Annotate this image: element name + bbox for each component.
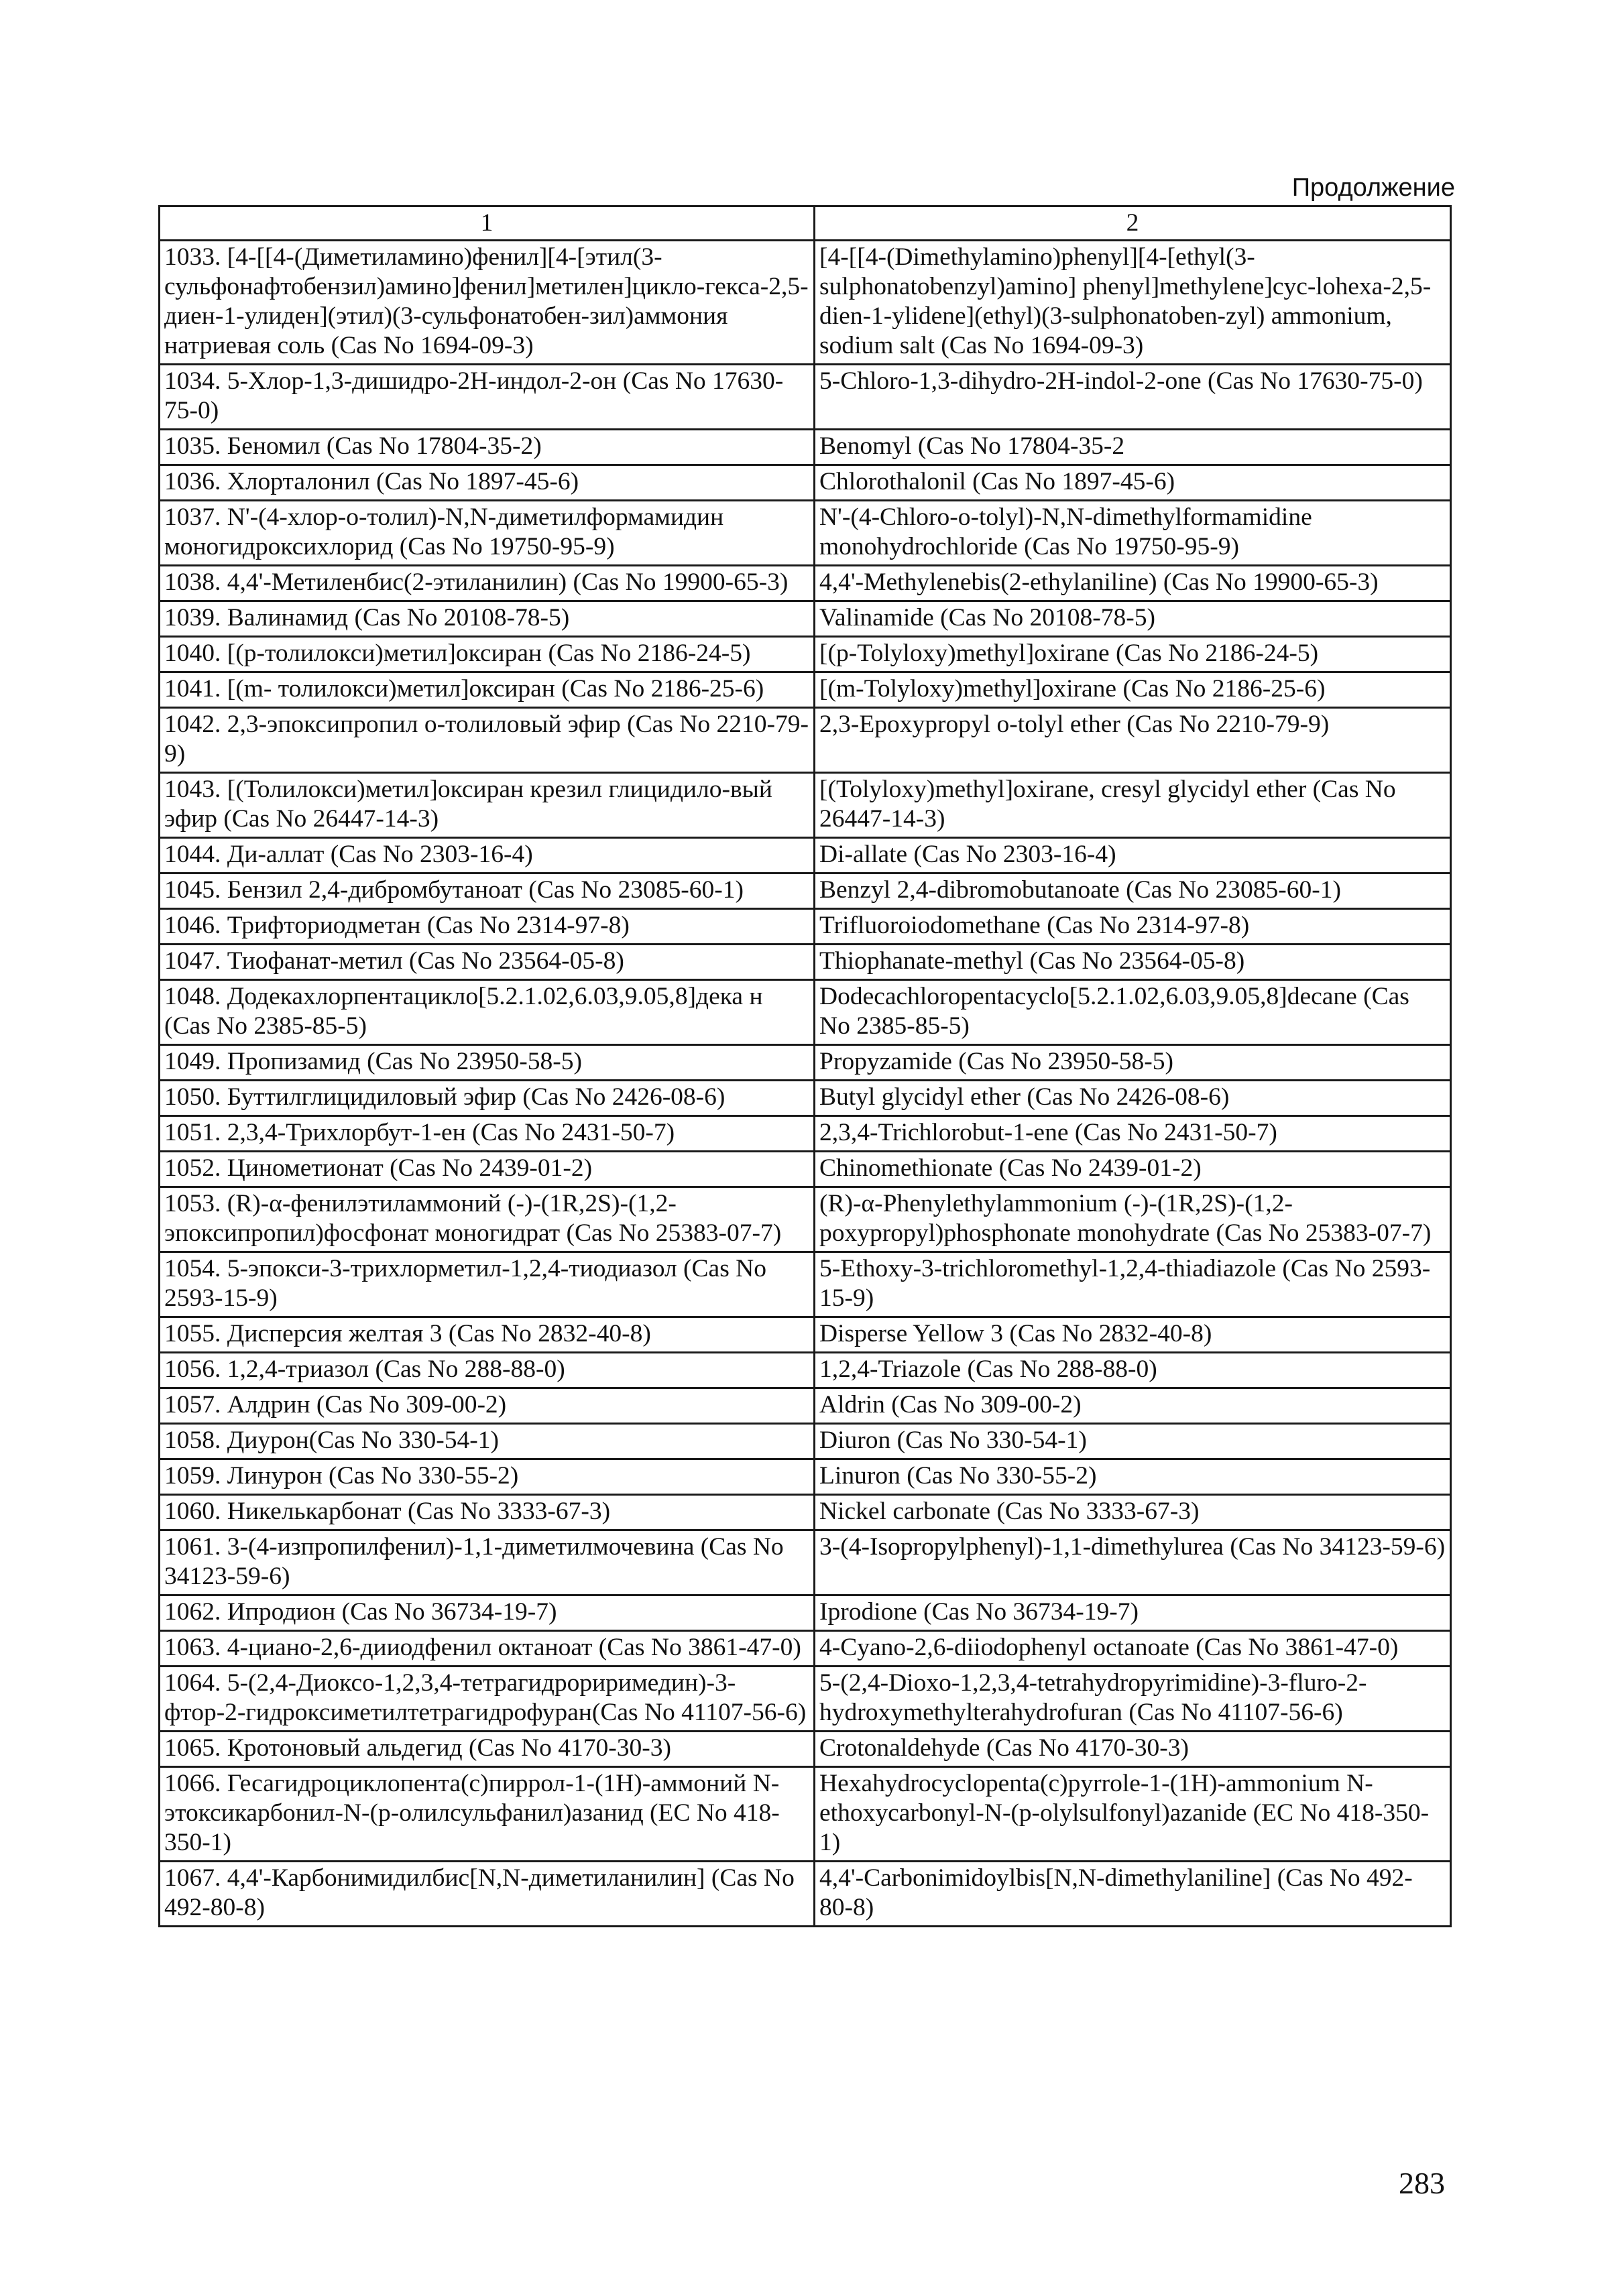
english-name-cell: (R)-α-Phenylethylammonium (-)-(1R,2S)-(1,2-poxypropyl)phosphonate monohydrate (Cas No 25383-07-7) <box>815 1187 1451 1252</box>
english-name-cell: Di-allate (Cas No 2303-16-4) <box>815 838 1451 873</box>
table-row <box>160 1187 1451 1252</box>
russian-name-cell: 1041. [(m- толилокси)метил]оксиран (Cas No 2186-25-6) <box>160 672 815 708</box>
table-row <box>160 1353 1451 1388</box>
russian-name-cell: 1046. Трифториодметан (Cas No 2314-97-8) <box>160 909 815 945</box>
table-row <box>160 1317 1451 1353</box>
english-name-cell: [4-[[4-(Dimethylamino)phenyl][4-[ethyl(3-sulphonatobenzyl)amino] phenyl]methylene]cyc-lohexa-2,5-dien-1-ylidene](ethyl)(3-sulphonatoben-zyl) ammonium, sodium salt (Cas No 1694-09-3) <box>815 241 1451 365</box>
english-name-cell: [(Tolyloxy)methyl]oxirane, cresyl glycidyl ether (Cas No 26447-14-3) <box>815 773 1451 838</box>
table-row <box>160 241 1451 365</box>
russian-name-cell: 1067. 4,4'-Карбонимидилбис[N,N-диметиланилин] (Cas No 492-80-8) <box>160 1862 815 1927</box>
russian-name-cell: 1051. 2,3,4-Трихлорбут-1-ен (Cas No 2431-50-7) <box>160 1116 815 1152</box>
russian-name-cell: 1064. 5-(2,4-Диоксо-1,2,3,4-тетрагидрориримедин)-3-фтор-2-гидроксиметилтетрагидрофуран(Cas No 41107-56-6) <box>160 1667 815 1732</box>
table-row <box>160 1459 1451 1495</box>
russian-name-cell: 1059. Линурон (Cas No 330-55-2) <box>160 1459 815 1495</box>
english-name-cell: 5-(2,4-Dioxo-1,2,3,4-tetrahydropyrimidine)-3-fluro-2-hydroxymethylterahydrofuran (Cas No 41107-56-6) <box>815 1667 1451 1732</box>
russian-name-cell: 1049. Пропизамид (Cas No 23950-58-5) <box>160 1045 815 1081</box>
table-row <box>160 465 1451 501</box>
english-name-cell: 3-(4-Isopropylphenyl)-1,1-dimethylurea (Cas No 34123-59-6) <box>815 1530 1451 1595</box>
page-number: 283 <box>1399 2166 1445 2200</box>
table-row <box>160 773 1451 838</box>
table-row <box>160 1388 1451 1424</box>
russian-name-cell: 1044. Ди-аллат (Cas No 2303-16-4) <box>160 838 815 873</box>
english-name-cell: 4-Cyano-2,6-diiodophenyl octanoate (Cas No 3861-47-0) <box>815 1631 1451 1667</box>
russian-name-cell: 1036. Хлорталонил (Cas No 1897-45-6) <box>160 465 815 501</box>
table-row <box>160 873 1451 909</box>
russian-name-cell: 1034. 5-Хлор-1,3-дишидро-2H-индол-2-он (Cas No 17630-75-0) <box>160 365 815 430</box>
russian-name-cell: 1057. Алдрин (Cas No 309-00-2) <box>160 1388 815 1424</box>
russian-name-cell: 1055. Дисперсия желтая 3 (Cas No 2832-40-8) <box>160 1317 815 1353</box>
english-name-cell: Propyzamide (Cas No 23950-58-5) <box>815 1045 1451 1081</box>
table-row <box>160 1862 1451 1927</box>
english-name-cell: 1,2,4-Triazole (Cas No 288-88-0) <box>815 1353 1451 1388</box>
table-row <box>160 566 1451 601</box>
table-row <box>160 708 1451 773</box>
russian-name-cell: 1033. [4-[[4-(Диметиламино)фенил][4-[этил(3-сульфонафтобензил)амино]фенил]метилен]цикло-гекса-2,5-диен-1-улиден](этил)(3-сульфонатобен-зил)аммония натриевая соль (Cas No 1694-09-3) <box>160 241 815 365</box>
english-name-cell: 5-Ethoxy-3-trichloromethyl-1,2,4-thiadiazole (Cas No 2593-15-9) <box>815 1252 1451 1317</box>
table-row <box>160 838 1451 873</box>
english-name-cell: Chinomethionate (Cas No 2439-01-2) <box>815 1152 1451 1187</box>
table-body <box>160 241 1451 1927</box>
table-row <box>160 1595 1451 1631</box>
english-name-cell: 5-Chloro-1,3-dihydro-2H-indol-2-one (Cas No 17630-75-0) <box>815 365 1451 430</box>
russian-name-cell: 1047. Тиофанат-метил (Cas No 23564-05-8) <box>160 945 815 980</box>
table-row <box>160 1631 1451 1667</box>
russian-name-cell: 1040. [(p-толилокси)метил]оксиран (Cas No 2186-24-5) <box>160 637 815 672</box>
column-header-1: 1 <box>160 206 815 241</box>
table-row <box>160 945 1451 980</box>
table-row <box>160 1495 1451 1530</box>
russian-name-cell: 1058. Диурон(Cas No 330-54-1) <box>160 1424 815 1459</box>
russian-name-cell: 1065. Кротоновый альдегид (Cas No 4170-30-3) <box>160 1732 815 1767</box>
english-name-cell: 2,3-Epoxypropyl o-tolyl ether (Cas No 2210-79-9) <box>815 708 1451 773</box>
table-row <box>160 637 1451 672</box>
english-name-cell: 4,4'-Carbonimidoylbis[N,N-dimethylaniline] (Cas No 492-80-8) <box>815 1862 1451 1927</box>
russian-name-cell: 1038. 4,4'-Метиленбис(2-этиланилин) (Cas No 19900-65-3) <box>160 566 815 601</box>
substances-table <box>158 205 1452 1927</box>
russian-name-cell: 1066. Гесагидроциклопента(с)пиррол-1-(1H)-аммоний N-этоксикарбонил-N-(p-олилсульфанил)азанид (EC No 418-350-1) <box>160 1767 815 1862</box>
english-name-cell: Aldrin (Cas No 309-00-2) <box>815 1388 1451 1424</box>
english-name-cell: Dodecachloropentacyclo[5.2.1.02,6.03,9.05,8]decane (Cas No 2385-85-5) <box>815 980 1451 1045</box>
table-row <box>160 1252 1451 1317</box>
english-name-cell: Thiophanate-methyl (Cas No 23564-05-8) <box>815 945 1451 980</box>
russian-name-cell: 1056. 1,2,4-триазол (Cas No 288-88-0) <box>160 1353 815 1388</box>
english-name-cell: Benomyl (Cas No 17804-35-2 <box>815 430 1451 465</box>
russian-name-cell: 1052. Цинометионат (Cas No 2439-01-2) <box>160 1152 815 1187</box>
table-row <box>160 1767 1451 1862</box>
russian-name-cell: 1061. 3-(4-изпропилфенил)-1,1-диметилмочевина (Cas No 34123-59-6) <box>160 1530 815 1595</box>
english-name-cell: Valinamide (Cas No 20108-78-5) <box>815 601 1451 637</box>
english-name-cell: Diuron (Cas No 330-54-1) <box>815 1424 1451 1459</box>
column-header-2: 2 <box>815 206 1451 241</box>
russian-name-cell: 1035. Беномил (Cas No 17804-35-2) <box>160 430 815 465</box>
english-name-cell: Linuron (Cas No 330-55-2) <box>815 1459 1451 1495</box>
russian-name-cell: 1043. [(Толилокси)метил]оксиран крезил глицидило-вый эфир (Cas No 26447-14-3) <box>160 773 815 838</box>
table-row <box>160 1667 1451 1732</box>
table-row <box>160 909 1451 945</box>
russian-name-cell: 1054. 5-эпокси-3-трихлорметил-1,2,4-тиодиазол (Cas No 2593-15-9) <box>160 1252 815 1317</box>
english-name-cell: [(p-Tolyloxy)methyl]oxirane (Cas No 2186-24-5) <box>815 637 1451 672</box>
russian-name-cell: 1063. 4-циано-2,6-дииодфенил октаноат (Cas No 3861-47-0) <box>160 1631 815 1667</box>
table-header-row <box>160 206 1451 241</box>
english-name-cell: Iprodione (Cas No 36734-19-7) <box>815 1595 1451 1631</box>
russian-name-cell: 1060. Никелькарбонат (Cas No 3333-67-3) <box>160 1495 815 1530</box>
english-name-cell: 4,4'-Methylenebis(2-ethylaniline) (Cas No 19900-65-3) <box>815 566 1451 601</box>
english-name-cell: Crotonaldehyde (Cas No 4170-30-3) <box>815 1732 1451 1767</box>
continuation-label: Продолжение <box>1291 174 1455 202</box>
table-row <box>160 430 1451 465</box>
table-row <box>160 1081 1451 1116</box>
table-row <box>160 1152 1451 1187</box>
english-name-cell: Disperse Yellow 3 (Cas No 2832-40-8) <box>815 1317 1451 1353</box>
russian-name-cell: 1053. (R)-α-фенилэтиламмоний (-)-(1R,2S)-(1,2-эпоксипропил)фосфонат моногидрат (Cas No 25383-07-7) <box>160 1187 815 1252</box>
table-row <box>160 501 1451 566</box>
english-name-cell: Nickel carbonate (Cas No 3333-67-3) <box>815 1495 1451 1530</box>
table-row <box>160 1116 1451 1152</box>
table-row <box>160 1732 1451 1767</box>
russian-name-cell: 1037. N'-(4-хлор-о-толил)-N,N-диметилформамидин моногидроксихлорид (Cas No 19750-95-9) <box>160 501 815 566</box>
table-row <box>160 1045 1451 1081</box>
english-name-cell: Benzyl 2,4-dibromobutanoate (Cas No 23085-60-1) <box>815 873 1451 909</box>
english-name-cell: Butyl glycidyl ether (Cas No 2426-08-6) <box>815 1081 1451 1116</box>
table-row <box>160 601 1451 637</box>
english-name-cell: 2,3,4-Trichlorobut-1-ene (Cas No 2431-50-7) <box>815 1116 1451 1152</box>
russian-name-cell: 1042. 2,3-эпоксипропил о-толиловый эфир (Cas No 2210-79-9) <box>160 708 815 773</box>
russian-name-cell: 1062. Ипродион (Cas No 36734-19-7) <box>160 1595 815 1631</box>
table-row <box>160 1530 1451 1595</box>
russian-name-cell: 1048. Додекахлорпентацикло[5.2.1.02,6.03,9.05,8]дека н (Cas No 2385-85-5) <box>160 980 815 1045</box>
table-row <box>160 672 1451 708</box>
english-name-cell: N'-(4-Chloro-o-tolyl)-N,N-dimethylformamidine monohydrochloride (Cas No 19750-95-9) <box>815 501 1451 566</box>
russian-name-cell: 1045. Бензил 2,4-дибромбутаноат (Cas No 23085-60-1) <box>160 873 815 909</box>
english-name-cell: Trifluoroiodomethane (Cas No 2314-97-8) <box>815 909 1451 945</box>
table-row <box>160 365 1451 430</box>
table-row <box>160 1424 1451 1459</box>
english-name-cell: [(m-Tolyloxy)methyl]oxirane (Cas No 2186-25-6) <box>815 672 1451 708</box>
table-row <box>160 980 1451 1045</box>
english-name-cell: Chlorothalonil (Cas No 1897-45-6) <box>815 465 1451 501</box>
english-name-cell: Hexahydrocyclopenta(c)pyrrole-1-(1H)-ammonium N-ethoxycarbonyl-N-(p-olylsulfonyl)azanide (EC No 418-350-1) <box>815 1767 1451 1862</box>
russian-name-cell: 1039. Валинамид (Cas No 20108-78-5) <box>160 601 815 637</box>
russian-name-cell: 1050. Буттилглицидиловый эфир (Cas No 2426-08-6) <box>160 1081 815 1116</box>
